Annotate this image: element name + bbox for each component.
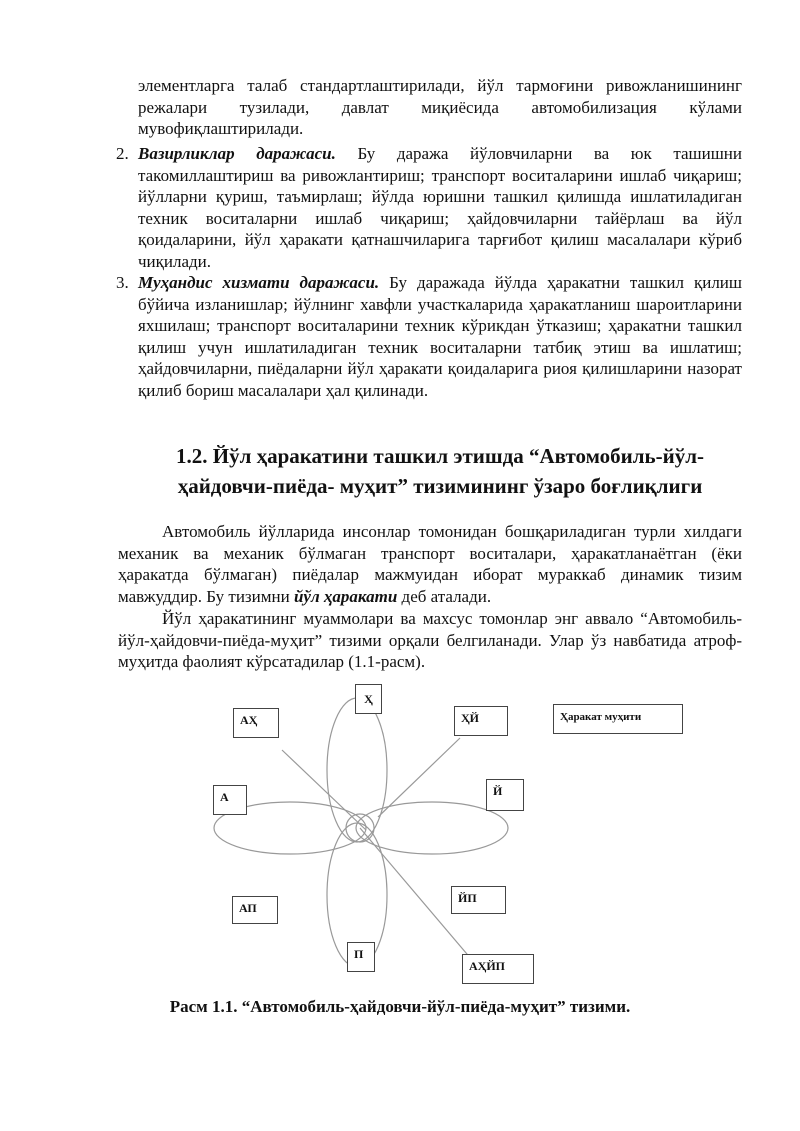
box-h: Ҳ: [355, 684, 382, 714]
center-circle: [346, 814, 374, 842]
list-item-3-text: Бу даражада йўлда ҳаракатни ташкил қилиш бўйича изланишлар; йўлнинг хавфли участкаларида ҳаракатланиш шароитларини яхшилаш; транспорт воситаларини техник кўрикдан ўтказиш; ҳаракатни ташкил қилиш учун ишлатиладиган техник воситаларни татбиқ этиш ва ишлатиш; ҳайдовчиларни, пиёдаларни йўл ҳаракати қоидаларига риоя қилишларини назорат қилиб бориш масалалари ҳал қилинади.: [138, 273, 742, 400]
box-yp: ЙП: [451, 886, 506, 914]
list-item-1-continuation: элементларга талаб стандартлаштирилади, йўл тармоғини ривожланишининг режалари тузилади, давлат миқиёсида автомобилизация кўлами мувофиқлаштирилади.: [138, 76, 742, 139]
box-hy: ҲЙ: [454, 706, 508, 736]
box-traffic-environment: Ҳаракат муҳити: [553, 704, 683, 734]
connector-ah: [282, 750, 366, 830]
list-item-2-number: 2.: [116, 144, 129, 163]
section-heading-line-2: ҳайдовчи-пиёда- муҳит” тизимининг ўзаро боғлиқлиги: [177, 474, 703, 498]
box-ah: АҲ: [233, 708, 279, 738]
list-item-2: [138, 143, 742, 273]
list-item-3-number: 3.: [116, 273, 129, 292]
section-heading: [120, 441, 760, 501]
diagram-shapes: [214, 698, 508, 980]
box-ap: АП: [232, 896, 278, 924]
list-item-2-lead: Вазирликлар даражаси.: [138, 144, 336, 163]
box-a: А: [213, 785, 247, 815]
box-y: Й: [486, 779, 524, 811]
body-paragraph-1-end: деб аталади.: [397, 586, 492, 606]
term-road-traffic: йўл ҳаракати: [293, 586, 398, 606]
box-ahyp: АҲЙП: [462, 954, 534, 984]
section-heading-line-1: 1.2. Йўл ҳаракатини ташкил этишда “Автомобиль-йўл-: [175, 444, 705, 468]
body-paragraph-1: [118, 521, 742, 607]
ellipse-top: [327, 698, 387, 842]
box-p: П: [347, 942, 375, 972]
body-paragraph-1-text: Автомобиль йўлларида инсонлар томонидан бошқариладиган турли хилдаги механик ва механик бўлмаган транспорт воситалари, ҳаракатланаётган (ёки ҳаракатда бўлмаган) пиёдалар мажмуидан иборат мураккаб динамик тизим мавжуддир. Бу тизимни: [118, 522, 742, 606]
list-item-2-text: Бу даража йўловчиларни ва юк ташишни такомиллаштириш ва ривожлантириш; транспорт воситаларини ишлаб чиқариш; йўлларни қуриш, таъмирлаш; йўлда юришни ташкил қилишда ишлатиладиган техник воситаларни ишлаб чиқариш; ҳайдовчиларни тайёрлаш ва йўл қоидаларини, йўл ҳаракати қатнашчиларига тарғибот қилиш масалалари кўриб чиқилади.: [138, 144, 742, 271]
list-item-3: [138, 272, 742, 402]
body-paragraph-2: Йўл ҳаракатининг муаммолари ва махсус томонлар энг аввало “Автомобиль-йўл-ҳайдовчи-пиёда-муҳит” тизими орқали белгиланади. Улар ўз навбатида атроф-муҳитда фаолият кўрсатадилар (1.1-расм).: [118, 609, 742, 672]
figure-caption: Расм 1.1. “Автомобиль-ҳайдовчи-йўл-пиёда-муҳит” тизими.: [169, 997, 631, 1016]
list-item-3-lead: Муҳандис хизмати даражаси.: [138, 273, 380, 292]
connector-hy: [378, 738, 460, 817]
